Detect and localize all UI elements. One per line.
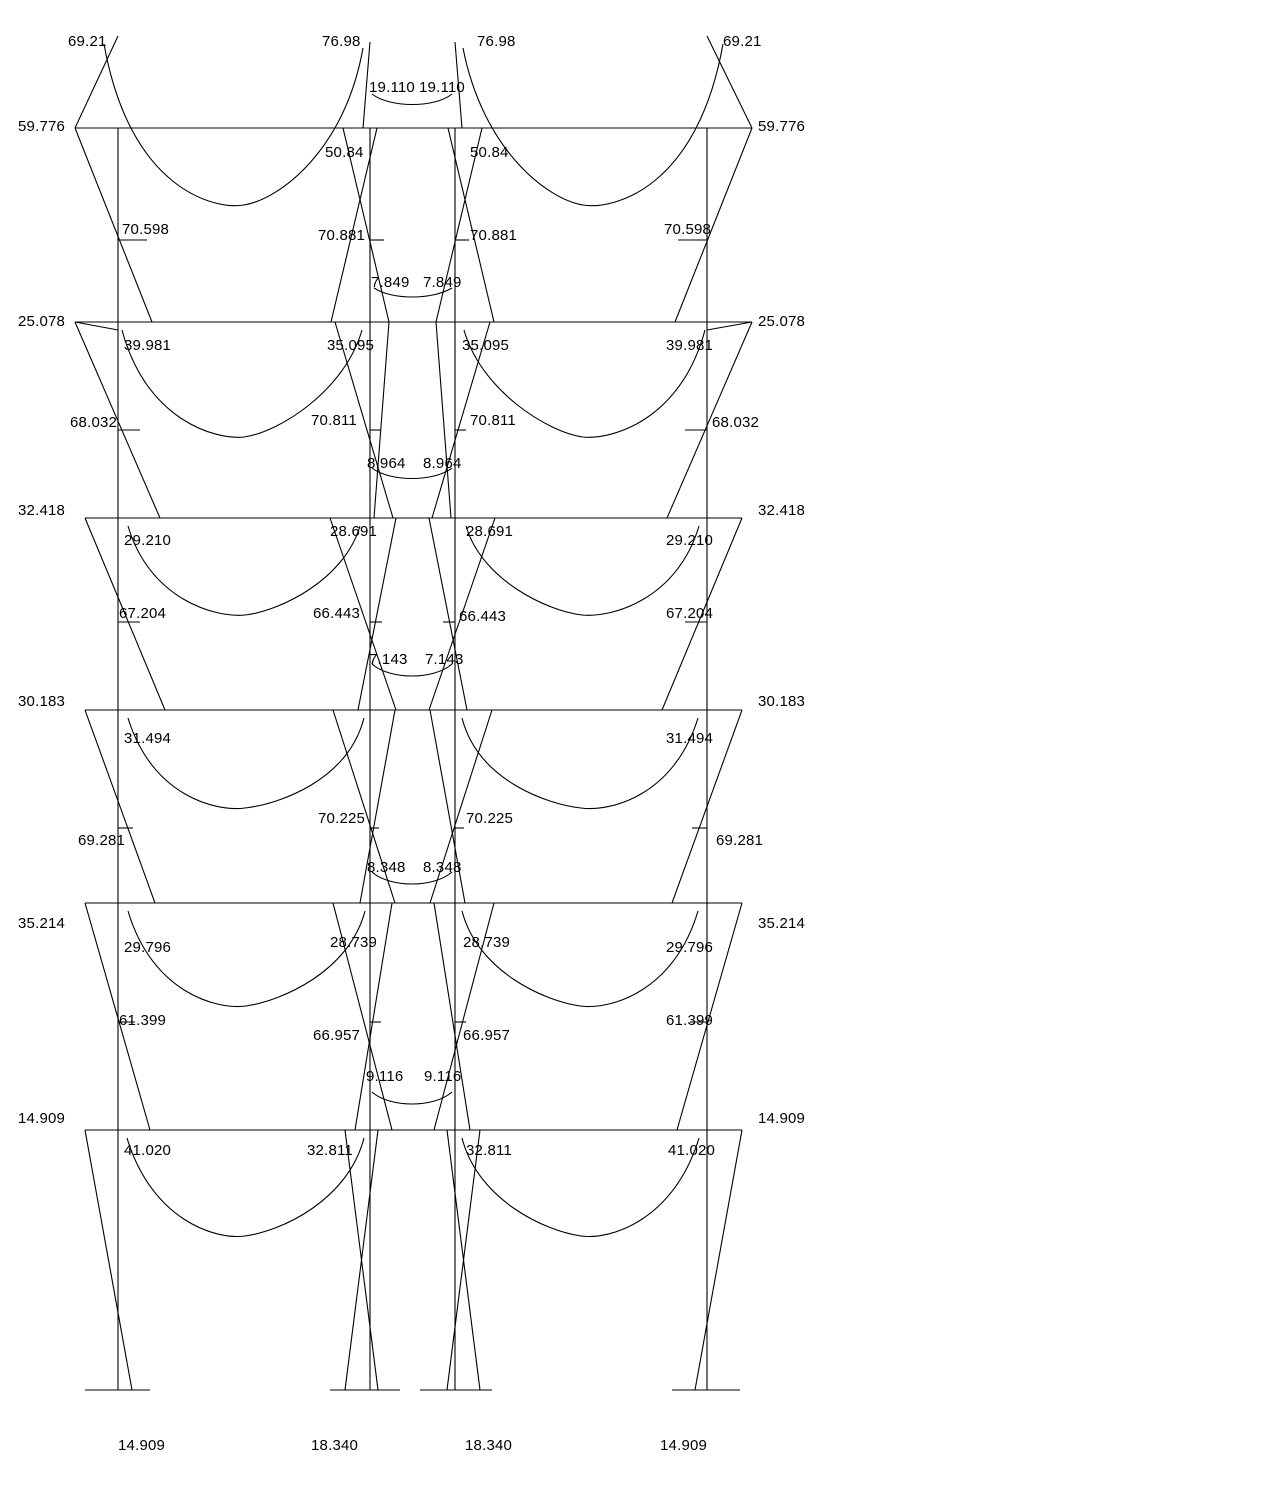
moment-value-label: 29.210 <box>666 532 714 549</box>
moment-value-label: 7.143 <box>369 651 408 668</box>
moment-value-label: 39.981 <box>666 337 714 354</box>
moment-value-label: 70.225 <box>466 810 514 827</box>
moment-value-label: 35.214 <box>758 915 806 932</box>
moment-value-label: 28.739 <box>463 934 511 951</box>
moment-value-label: 70.811 <box>311 412 357 429</box>
moment-value-label: 7.849 <box>423 274 462 291</box>
moment-value-label: 61.399 <box>666 1012 714 1029</box>
moment-value-label: 50.84 <box>325 144 364 161</box>
moment-value-label: 76.98 <box>477 33 516 50</box>
moment-value-label: 28.691 <box>466 523 514 540</box>
moment-value-label: 70.225 <box>318 810 366 827</box>
moment-value-label: 30.183 <box>18 693 66 710</box>
moment-value-label: 41.020 <box>124 1142 172 1159</box>
moment-line-col-1-top-2 <box>75 322 118 330</box>
moment-value-label: 32.811 <box>307 1142 353 1159</box>
moment-value-label: 29.796 <box>124 939 172 956</box>
moment-value-label: 69.21 <box>723 33 762 50</box>
moment-line-col-2b-storey-2 <box>374 322 389 518</box>
moment-curve-beam-1-right <box>463 44 723 206</box>
moment-value-label: 70.598 <box>122 221 170 238</box>
moment-curve-beam-5-left <box>128 911 365 1007</box>
moment-value-label: 32.811 <box>466 1142 512 1159</box>
moment-value-label: 39.981 <box>124 337 172 354</box>
moment-value-label: 18.340 <box>311 1437 359 1454</box>
moment-value-label: 8.964 <box>423 455 462 472</box>
moment-value-label: 68.032 <box>712 414 760 431</box>
moment-value-label: 70.811 <box>470 412 516 429</box>
moment-value-label: 9.116 <box>366 1068 404 1085</box>
moment-value-label: 66.957 <box>313 1027 361 1044</box>
moment-curve-beam-1-left <box>104 44 363 206</box>
moment-value-label: 19.110 <box>419 79 465 96</box>
moment-line-col-3b-storey-2 <box>436 322 451 518</box>
moment-value-label: 14.909 <box>18 1110 66 1127</box>
moment-value-label: 28.691 <box>330 523 378 540</box>
moment-value-label: 32.418 <box>18 502 66 519</box>
moment-value-label: 14.909 <box>118 1437 166 1454</box>
moment-value-label: 59.776 <box>18 118 66 135</box>
moment-value-label: 8.348 <box>423 859 462 876</box>
moment-value-label: 8.964 <box>367 455 406 472</box>
moment-value-label: 7.849 <box>371 274 410 291</box>
moment-value-label: 29.210 <box>124 532 172 549</box>
moment-value-label: 68.032 <box>70 414 118 431</box>
moment-value-label: 67.204 <box>666 605 714 622</box>
moment-value-label: 25.078 <box>758 313 806 330</box>
moment-value-label: 69.21 <box>68 33 107 50</box>
moment-value-label: 50.84 <box>470 144 509 161</box>
moment-value-label: 69.281 <box>716 832 764 849</box>
moment-value-label: 18.340 <box>465 1437 513 1454</box>
moment-value-label: 70.598 <box>664 221 712 238</box>
moment-value-label: 28.739 <box>330 934 378 951</box>
moment-line-col-4-top-2 <box>707 322 752 330</box>
moment-value-label: 66.957 <box>463 1027 511 1044</box>
moment-value-label: 35.095 <box>327 337 375 354</box>
moment-curve-beam-4-right <box>462 718 698 809</box>
moment-value-label: 14.909 <box>660 1437 708 1454</box>
moment-value-label: 9.116 <box>424 1068 462 1085</box>
moment-value-label: 29.796 <box>666 939 714 956</box>
moment-value-label: 41.020 <box>668 1142 716 1159</box>
moment-value-label: 25.078 <box>18 313 66 330</box>
moment-value-label: 8.348 <box>367 859 406 876</box>
moment-value-label: 69.281 <box>78 832 126 849</box>
moment-value-label: 30.183 <box>758 693 806 710</box>
moment-value-label: 31.494 <box>124 730 172 747</box>
moment-value-label: 32.418 <box>758 502 806 519</box>
moment-value-label: 66.443 <box>313 605 361 622</box>
moment-value-label: 67.204 <box>119 605 167 622</box>
moment-value-label: 61.399 <box>119 1012 167 1029</box>
moment-value-label: 70.881 <box>318 227 366 244</box>
moment-line-col-4-ground <box>695 1130 742 1390</box>
moment-value-label: 76.98 <box>322 33 361 50</box>
moment-curve-beam-5-right <box>462 911 698 1007</box>
moment-value-label: 14.909 <box>758 1110 806 1127</box>
moment-value-label: 19.110 <box>369 79 415 96</box>
moment-value-label: 31.494 <box>666 730 714 747</box>
moment-value-label: 66.443 <box>459 608 507 625</box>
moment-line-col-2b-storey-3 <box>358 518 396 710</box>
moment-value-label: 59.776 <box>758 118 806 135</box>
moment-value-label: 35.095 <box>462 337 510 354</box>
moment-line-col-1-ground <box>85 1130 132 1390</box>
moment-value-label: 70.881 <box>470 227 518 244</box>
moment-value-label: 35.214 <box>18 915 66 932</box>
moment-value-label: 7.143 <box>425 651 464 668</box>
